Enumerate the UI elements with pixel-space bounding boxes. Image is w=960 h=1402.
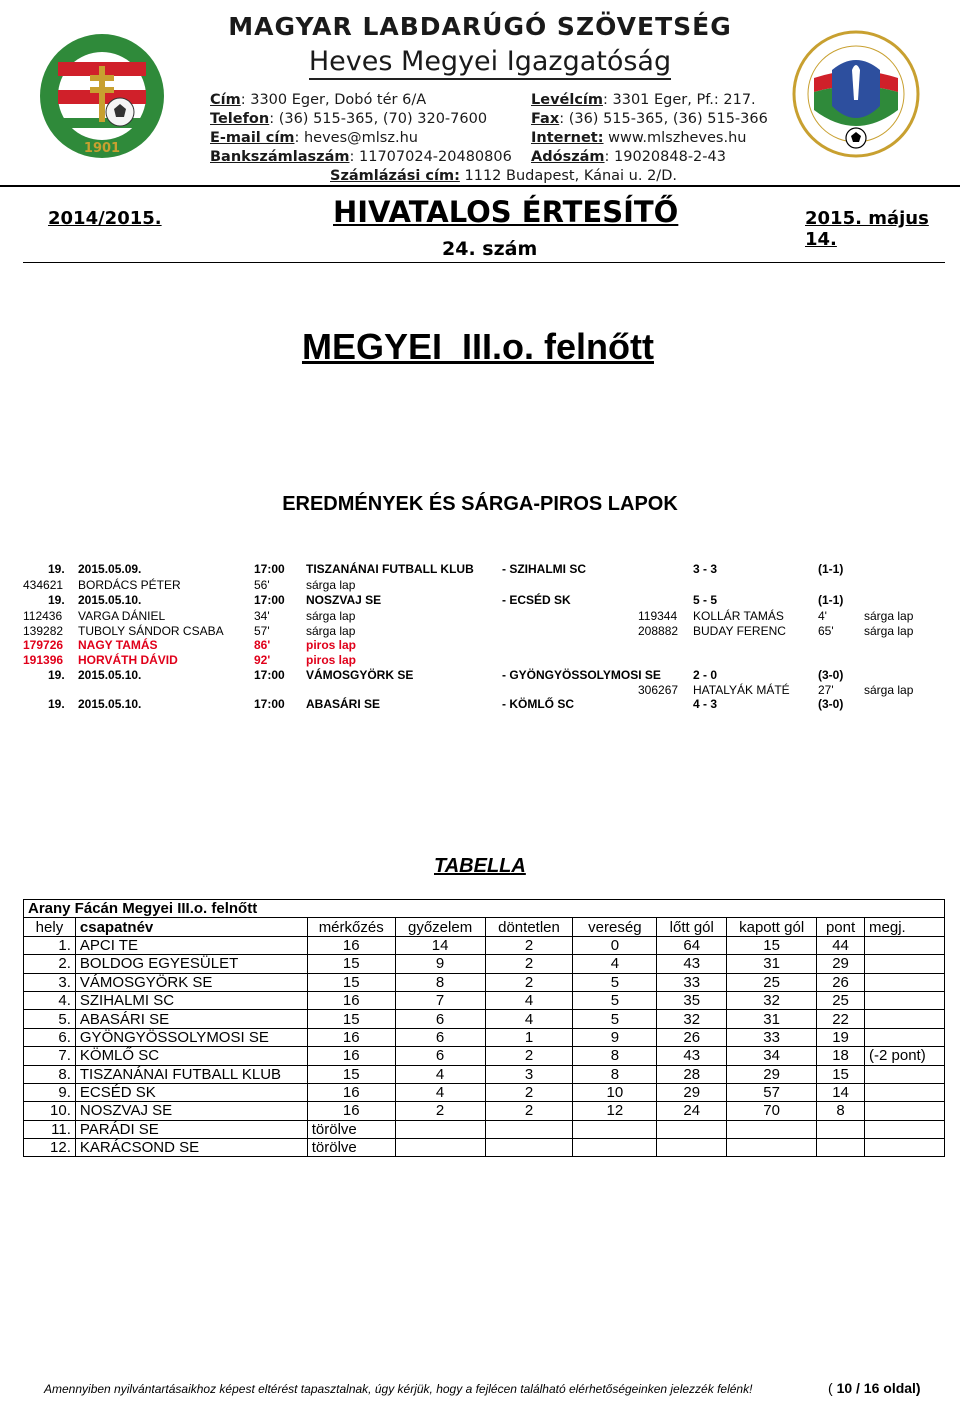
- table-cell: 32: [657, 1010, 727, 1028]
- card-type: sárga lap: [864, 609, 914, 623]
- match-round: 19.: [48, 668, 65, 682]
- table-cell: 2: [485, 1047, 573, 1065]
- table-cell: 8: [573, 1047, 657, 1065]
- table-cell: KÖMLŐ SC: [75, 1047, 307, 1065]
- col-header: kapott gól: [727, 918, 817, 936]
- col-header: hely: [24, 918, 76, 936]
- match-halftime: (1-1): [818, 593, 844, 607]
- footer-note: Amennyiben nyilvántartásaikhoz képest eltérést tapasztalnak, úgy kérjük, hogy a fejlécen található elérhetőségeinken jelezzék felénk!: [44, 1382, 753, 1396]
- table-cell: 31: [727, 955, 817, 973]
- table-cell: 0: [573, 936, 657, 954]
- table-cell: [865, 936, 945, 954]
- table-cell: 8: [573, 1065, 657, 1083]
- table-cell: 26: [817, 973, 865, 991]
- table-cell: 15: [817, 1065, 865, 1083]
- table-cell: BOLDOG EGYESÜLET: [75, 955, 307, 973]
- table-cell: 34: [727, 1047, 817, 1065]
- table-cell: 2: [485, 955, 573, 973]
- table-cell: SZIHALMI SC: [75, 991, 307, 1009]
- player-name: BORDÁCS PÉTER: [78, 578, 181, 592]
- match-time: 17:00: [254, 697, 285, 711]
- table-row: [24, 1083, 945, 1101]
- table-cell: 15: [307, 973, 395, 991]
- table-cell: 8.: [24, 1065, 76, 1083]
- table-cell: 44: [817, 936, 865, 954]
- table-cell: [865, 1010, 945, 1028]
- card-type: piros lap: [306, 653, 357, 667]
- header-divider: [0, 185, 960, 187]
- table-cell: [395, 1120, 485, 1138]
- table-cell: 4.: [24, 991, 76, 1009]
- player-id: 208882: [638, 624, 679, 638]
- table-cell: KARÁCSOND SE: [75, 1139, 307, 1157]
- contact-line: Telefon: (36) 515-365, (70) 320-7600: [210, 111, 488, 127]
- directorate-name: Heves Megyei Igazgatóság: [0, 46, 960, 77]
- table-cell: 33: [727, 1028, 817, 1046]
- table-cell: 24: [657, 1102, 727, 1120]
- match-date: 2015.05.10.: [78, 668, 142, 682]
- table-cell: 25: [817, 991, 865, 1009]
- table-title: TABELLA: [434, 855, 526, 877]
- match-home: TISZANÁNAI FUTBALL KLUB: [306, 562, 474, 576]
- table-cell: 26: [657, 1028, 727, 1046]
- table-cell: 33: [657, 973, 727, 991]
- table-cell: [727, 1120, 817, 1138]
- table-cell: 12.: [24, 1139, 76, 1157]
- match-score: 4 - 3: [693, 697, 718, 711]
- table-cell: 3.: [24, 973, 76, 991]
- table-cell: [485, 1139, 573, 1157]
- table-row: [24, 1139, 945, 1157]
- col-header: pont: [817, 918, 865, 936]
- col-header: lőtt gól: [657, 918, 727, 936]
- table-cell: [573, 1120, 657, 1138]
- match-score: 5 - 5: [693, 593, 718, 607]
- table-cell: [865, 1102, 945, 1120]
- table-cell: ECSÉD SK: [75, 1083, 307, 1101]
- table-cell: 9: [573, 1028, 657, 1046]
- issue-date: 2015. május 14.: [805, 208, 929, 250]
- table-cell: [485, 1120, 573, 1138]
- season: 2014/2015.: [48, 208, 162, 229]
- player-name: HORVÁTH DÁVID: [78, 653, 178, 667]
- match-time: 17:00: [254, 668, 285, 682]
- standings-caption: Arany Fácán Megyei III.o. felnőtt: [24, 900, 945, 918]
- contacts-right: [531, 91, 768, 167]
- contacts-left: [210, 91, 512, 167]
- table-row: [24, 955, 945, 973]
- table-cell: 5: [573, 1010, 657, 1028]
- table-cell: 12: [573, 1102, 657, 1120]
- table-cell: GYÖNGYÖSSOLYMOSI SE: [75, 1028, 307, 1046]
- player-name: BUDAY FERENC: [693, 624, 786, 638]
- match-round: 19.: [48, 593, 65, 607]
- card-minute: 56': [254, 578, 270, 592]
- table-cell: 43: [657, 1047, 727, 1065]
- table-cell: 15: [307, 955, 395, 973]
- table-cell: 15: [307, 1065, 395, 1083]
- table-cell: 14: [395, 936, 485, 954]
- table-cell: 2.: [24, 955, 76, 973]
- table-cell: 6.: [24, 1028, 76, 1046]
- player-name: TUBOLY SÁNDOR CSABA: [78, 624, 224, 638]
- table-cell: 57: [727, 1083, 817, 1101]
- card-minute: 27': [818, 683, 834, 697]
- card-type: sárga lap: [306, 609, 356, 623]
- page-number: ( 10 / 16 oldal): [828, 1380, 921, 1396]
- match-away: - SZIHALMI SC: [502, 562, 586, 576]
- table-cell: 70: [727, 1102, 817, 1120]
- col-header: mérkőzés: [307, 918, 395, 936]
- table-cell: 2: [485, 1083, 573, 1101]
- table-cell: 35: [657, 991, 727, 1009]
- match-date: 2015.05.09.: [78, 562, 142, 576]
- player-name: NAGY TAMÁS: [78, 638, 158, 652]
- match-halftime: (3-0): [818, 668, 844, 682]
- col-header: döntetlen: [485, 918, 573, 936]
- card-type: sárga lap: [864, 624, 914, 638]
- table-cell: 6: [395, 1010, 485, 1028]
- match-away: - KÖMLŐ SC: [502, 697, 574, 711]
- match-score: 3 - 3: [693, 562, 718, 576]
- table-cell: 9.: [24, 1083, 76, 1101]
- table-cell: 16: [307, 1047, 395, 1065]
- table-cell: ABASÁRI SE: [75, 1010, 307, 1028]
- table-cell: [865, 1120, 945, 1138]
- match-date: 2015.05.10.: [78, 697, 142, 711]
- table-cell: 14: [817, 1083, 865, 1101]
- table-cell: 16: [307, 1028, 395, 1046]
- contact-line: Levélcím: 3301 Eger, Pf.: 217.: [531, 92, 756, 108]
- match-home: NOSZVAJ SE: [306, 593, 382, 607]
- billing-address: Számlázási cím: 1112 Budapest, Kánai u. 2/D.: [330, 168, 677, 184]
- player-id: 112436: [23, 609, 63, 623]
- table-cell: (-2 pont): [865, 1047, 945, 1065]
- player-id: 119344: [638, 609, 678, 623]
- match-time: 17:00: [254, 593, 285, 607]
- table-cell: 4: [573, 955, 657, 973]
- table-cell: 4: [485, 1010, 573, 1028]
- table-cell: 16: [307, 936, 395, 954]
- org-name: MAGYAR LABDARÚGÓ SZÖVETSÉG: [228, 12, 732, 41]
- col-header: megj.: [865, 918, 945, 936]
- standings-caption-row: [24, 900, 945, 918]
- table-cell: törölve: [307, 1139, 395, 1157]
- table-cell: 16: [307, 1083, 395, 1101]
- table-cell: 5: [573, 973, 657, 991]
- card-minute: 57': [254, 624, 270, 638]
- table-cell: 9: [395, 955, 485, 973]
- card-type: piros lap: [306, 638, 357, 652]
- table-cell: [817, 1139, 865, 1157]
- contact-line: E-mail cím: heves@mlsz.hu: [210, 130, 418, 146]
- standings-table: [23, 899, 945, 1157]
- table-cell: 4: [395, 1083, 485, 1101]
- table-cell: 2: [395, 1102, 485, 1120]
- table-cell: 2: [485, 973, 573, 991]
- card-type: sárga lap: [864, 683, 914, 697]
- card-type: sárga lap: [306, 624, 356, 638]
- table-cell: 1.: [24, 936, 76, 954]
- table-cell: 32: [727, 991, 817, 1009]
- table-cell: PARÁDI SE: [75, 1120, 307, 1138]
- table-cell: 29: [727, 1065, 817, 1083]
- table-row: [24, 973, 945, 991]
- table-row: [24, 1120, 945, 1138]
- player-id: 179726: [23, 638, 64, 652]
- card-type: sárga lap: [306, 578, 356, 592]
- table-cell: 1: [485, 1028, 573, 1046]
- card-minute: 34': [254, 609, 270, 623]
- table-row: [24, 1102, 945, 1120]
- table-cell: 64: [657, 936, 727, 954]
- table-cell: 25: [727, 973, 817, 991]
- table-cell: 29: [817, 955, 865, 973]
- table-cell: [865, 1139, 945, 1157]
- table-cell: 8: [817, 1102, 865, 1120]
- table-cell: 15: [307, 1010, 395, 1028]
- table-cell: [817, 1120, 865, 1138]
- match-halftime: (3-0): [818, 697, 844, 711]
- match-round: 19.: [48, 562, 65, 576]
- table-cell: 43: [657, 955, 727, 973]
- col-header: győzelem: [395, 918, 485, 936]
- match-home: ABASÁRI SE: [306, 697, 381, 711]
- table-cell: 10: [573, 1083, 657, 1101]
- match-halftime: (1-1): [818, 562, 844, 576]
- table-cell: 15: [727, 936, 817, 954]
- table-cell: 19: [817, 1028, 865, 1046]
- table-cell: 22: [817, 1010, 865, 1028]
- table-cell: 6: [395, 1028, 485, 1046]
- match-round: 19.: [48, 697, 65, 711]
- table-cell: [865, 1065, 945, 1083]
- table-cell: 10.: [24, 1102, 76, 1120]
- table-row: [24, 991, 945, 1009]
- issue-divider: [23, 262, 945, 263]
- table-cell: NOSZVAJ SE: [75, 1102, 307, 1120]
- contact-line: Cím: 3300 Eger, Dobó tér 6/A: [210, 92, 427, 108]
- table-row: [24, 1010, 945, 1028]
- table-cell: 28: [657, 1065, 727, 1083]
- match-away: - GYÖNGYÖSSOLYMOSI SE: [502, 668, 661, 682]
- table-row: [24, 936, 945, 954]
- table-row: [24, 1047, 945, 1065]
- table-cell: 11.: [24, 1120, 76, 1138]
- table-cell: 6: [395, 1047, 485, 1065]
- table-cell: [865, 973, 945, 991]
- table-cell: [727, 1139, 817, 1157]
- standings-header-row: [24, 918, 945, 936]
- table-cell: 4: [485, 991, 573, 1009]
- table-cell: TISZANÁNAI FUTBALL KLUB: [75, 1065, 307, 1083]
- table-cell: 5: [573, 991, 657, 1009]
- table-row: [24, 1065, 945, 1083]
- match-away: - ECSÉD SK: [502, 593, 571, 607]
- logo-year: 1901: [83, 141, 121, 156]
- contact-line: Internet: www.mlszheves.hu: [531, 130, 747, 146]
- player-id: 139282: [23, 624, 64, 638]
- table-cell: 29: [657, 1083, 727, 1101]
- player-id: 306267: [638, 683, 679, 697]
- table-cell: 16: [307, 1102, 395, 1120]
- contact-line: Fax: (36) 515-365, (36) 515-366: [531, 111, 768, 127]
- table-cell: 16: [307, 991, 395, 1009]
- table-cell: 31: [727, 1010, 817, 1028]
- table-cell: APCI TE: [75, 936, 307, 954]
- contact-line: Bankszámlaszám: 11707024-20480806: [210, 149, 512, 165]
- player-name: KOLLÁR TAMÁS: [693, 609, 784, 623]
- player-name: VARGA DÁNIEL: [78, 609, 166, 623]
- table-cell: 18: [817, 1047, 865, 1065]
- table-cell: [865, 955, 945, 973]
- match-score: 2 - 0: [693, 668, 718, 682]
- table-cell: [657, 1139, 727, 1157]
- contact-line: Adószám: 19020848-2-43: [531, 149, 726, 165]
- table-cell: törölve: [307, 1120, 395, 1138]
- card-minute: 65': [818, 624, 834, 638]
- table-cell: 3: [485, 1065, 573, 1083]
- table-cell: 4: [395, 1065, 485, 1083]
- match-date: 2015.05.10.: [78, 593, 142, 607]
- table-row: [24, 1028, 945, 1046]
- table-cell: VÁMOSGYÖRK SE: [75, 973, 307, 991]
- issue-number: 24. szám: [442, 238, 538, 260]
- match-time: 17:00: [254, 562, 285, 576]
- table-cell: [657, 1120, 727, 1138]
- bulletin-title: HIVATALOS ÉRTESÍTŐ: [333, 195, 679, 229]
- player-id: 191396: [23, 653, 64, 667]
- card-minute: 86': [254, 638, 271, 652]
- player-name: HATALYÁK MÁTÉ: [693, 683, 790, 697]
- card-minute: 4': [818, 609, 827, 623]
- table-cell: 7: [395, 991, 485, 1009]
- table-cell: 5.: [24, 1010, 76, 1028]
- table-cell: [573, 1139, 657, 1157]
- col-header: vereség: [573, 918, 657, 936]
- section-title: MEGYEI III.o. felnőtt: [301, 326, 654, 367]
- table-cell: [395, 1139, 485, 1157]
- table-cell: 7.: [24, 1047, 76, 1065]
- table-cell: 2: [485, 936, 573, 954]
- card-minute: 92': [254, 653, 271, 667]
- table-cell: 2: [485, 1102, 573, 1120]
- table-cell: [865, 1083, 945, 1101]
- table-cell: 8: [395, 973, 485, 991]
- player-id: 434621: [23, 578, 64, 592]
- table-cell: [865, 991, 945, 1009]
- table-cell: [865, 1028, 945, 1046]
- col-header: csapatnév: [75, 918, 307, 936]
- match-home: VÁMOSGYÖRK SE: [306, 668, 414, 682]
- results-title: EREDMÉNYEK ÉS SÁRGA-PIROS LAPOK: [282, 493, 678, 515]
